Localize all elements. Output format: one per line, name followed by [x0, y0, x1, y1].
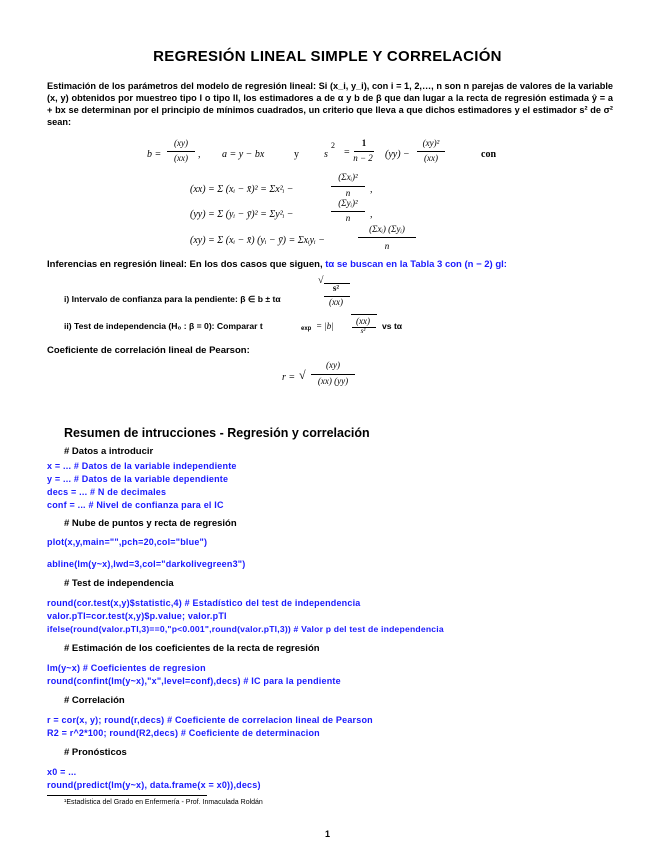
independence-num: (xx) [356, 316, 370, 326]
comment-pronosticos: # Pronósticos [64, 747, 127, 758]
y-conjunction: y [294, 149, 299, 160]
code-line: valor.pTI=cor.test(x,y)$p.value; valor.pTI [47, 611, 227, 621]
page-number: 1 [324, 829, 330, 839]
s2-equals: = [344, 147, 350, 158]
comment-datos: # Datos a introducir [64, 446, 154, 457]
s2-frac-numerator: (xy)² [422, 138, 440, 148]
footnote-rule [47, 795, 207, 796]
page-title: REGRESIÓN LINEAL SIMPLE Y CORRELACIÓN [153, 48, 502, 65]
comment-coeficientes: # Estimación de los coeficientes de la recta de regresión [64, 643, 320, 654]
xx-formula: (xx) = Σ (xᵢ − x̄)² = Σx²ᵢ − [190, 184, 294, 195]
s2-frac-denominator: (xx) [424, 153, 438, 163]
b-lhs: b = [147, 149, 162, 160]
code-line: x0 = ... [47, 767, 77, 777]
code-line: ifelse(round(valor.pTI,3)==0,"p<0.001",round(valor.pTI,3)) # Valor p del test de independencia [47, 624, 444, 634]
summary-title: Resumen de intrucciones - Regresión y correlación [64, 426, 370, 440]
code-line: conf = ... # Nivel de confianza para el IC [47, 500, 224, 510]
code-line: round(confint(lm(y~x),"x",level=conf),decs) # IC para la pendiente [47, 676, 341, 686]
a-formula: a = y − bx [222, 149, 265, 160]
code-line: plot(x,y,main="",pch=20,col="blue") [47, 537, 208, 547]
comment-nube: # Nube de puntos y recta de regresión [64, 518, 237, 529]
xx-denominator: n [345, 188, 351, 198]
vs-t-alpha: vs tα [382, 321, 403, 331]
abs-b: = |b| [316, 321, 334, 331]
t-exp-subscript: exp [301, 326, 312, 332]
s2-frac-line [417, 151, 445, 152]
xy-fraction-line [358, 237, 416, 238]
xy-formula: (xy) = Σ (xᵢ − x̄) (yᵢ − ȳ) = Σxᵢyᵢ − [190, 235, 325, 246]
code-line: abline(lm(y~x),lwd=3,col="darkolivegreen3") [47, 559, 246, 569]
slope-interval-num: s² [332, 283, 340, 293]
b-denominator: (xx) [174, 153, 188, 163]
code-line: round(predict(lm(y~x), data.frame(x = x0)),decs) [47, 780, 261, 790]
pearson-line [311, 374, 355, 375]
code-line: r = cor(x, y); round(r,decs) # Coeficiente de correlacion lineal de Pearson [47, 715, 373, 725]
xx-fraction-line [331, 186, 365, 187]
b-fraction-line [167, 151, 195, 152]
yy-fraction-line [331, 211, 365, 212]
code-line: round(cor.test(x,y)$statistic,4) # Estadístico del test de independencia [47, 598, 361, 608]
inference-header: Inferencias en regresión lineal: En los dos casos que siguen, tα se buscan en la Tabla 3 con (n − 2) gl: [47, 259, 507, 270]
xy-denominator: n [384, 241, 390, 251]
r-lhs: r = [282, 372, 296, 383]
code-line: lm(y~x) # Coeficientes de regresion [47, 663, 206, 673]
slope-interval-text: i) Intervalo de confianza para la pendiente: β ∈ b ± tα [64, 294, 281, 304]
sqrt-bar-2 [351, 314, 377, 315]
independence-den: s² [360, 327, 366, 335]
pearson-num: (xy) [326, 360, 340, 370]
code-line: y = ... # Datos de la variable dependiente [47, 474, 229, 484]
code-line: x = ... # Datos de la variable independiente [47, 461, 237, 471]
b-numerator: (xy) [174, 138, 188, 148]
s2-superscript: 2 [331, 141, 335, 150]
s2-one-denominator: n − 2 [353, 153, 373, 163]
xy-numerator: (Σxᵢ) (Σyᵢ) [369, 224, 405, 234]
yy-numerator: (Σyᵢ)² [338, 198, 358, 208]
pearson-den: (xx) (yy) [317, 376, 349, 386]
xx-numerator: (Σxᵢ)² [338, 172, 358, 182]
intro-paragraph: Estimación de los parámetros del modelo de regresión lineal: Si (x_i, y_i), con i = 1, 2,…, n son n parejas de valores de la variable (x, y) obtenidos por muestreo tipo I o tipo II, los estimadores a de α y b de β que dan lugar a la recta de regresión estimada ŷ = a + bx se determinan por el principio de mínimos cuadrados, un criterio que lleva a que dichos estimadores y el estimador s² de σ² sean: [47, 81, 613, 127]
s2-yy: (yy) − [385, 149, 410, 160]
slope-interval-den: (xx) [329, 297, 343, 307]
comment-test: # Test de independencia [64, 578, 174, 589]
pearson-header: Coeficiente de correlación lineal de Pearson: [47, 345, 250, 356]
b-comma: , [198, 149, 201, 160]
independence-test-text: ii) Test de independencia (H₀ : β = 0): Comparar t [64, 321, 263, 331]
comment-correlacion: # Correlación [64, 695, 125, 706]
yy-formula: (yy) = Σ (yᵢ − ȳ)² = Σy²ᵢ − [190, 209, 294, 220]
s2-one-line [354, 151, 374, 152]
s2-one-numerator: 1 [361, 138, 367, 148]
s2-lhs: s [324, 149, 328, 160]
yy-denominator: n [345, 213, 351, 223]
code-line: decs = ... # N de decimales [47, 487, 167, 497]
footnote: ¹Estadística del Grado en Enfermería - Prof. Inmaculada Roldán [64, 799, 263, 806]
code-line: R2 = r^2*100; round(R2,decs) # Coeficiente de determinacion [47, 728, 320, 738]
con-word: con [481, 149, 496, 160]
